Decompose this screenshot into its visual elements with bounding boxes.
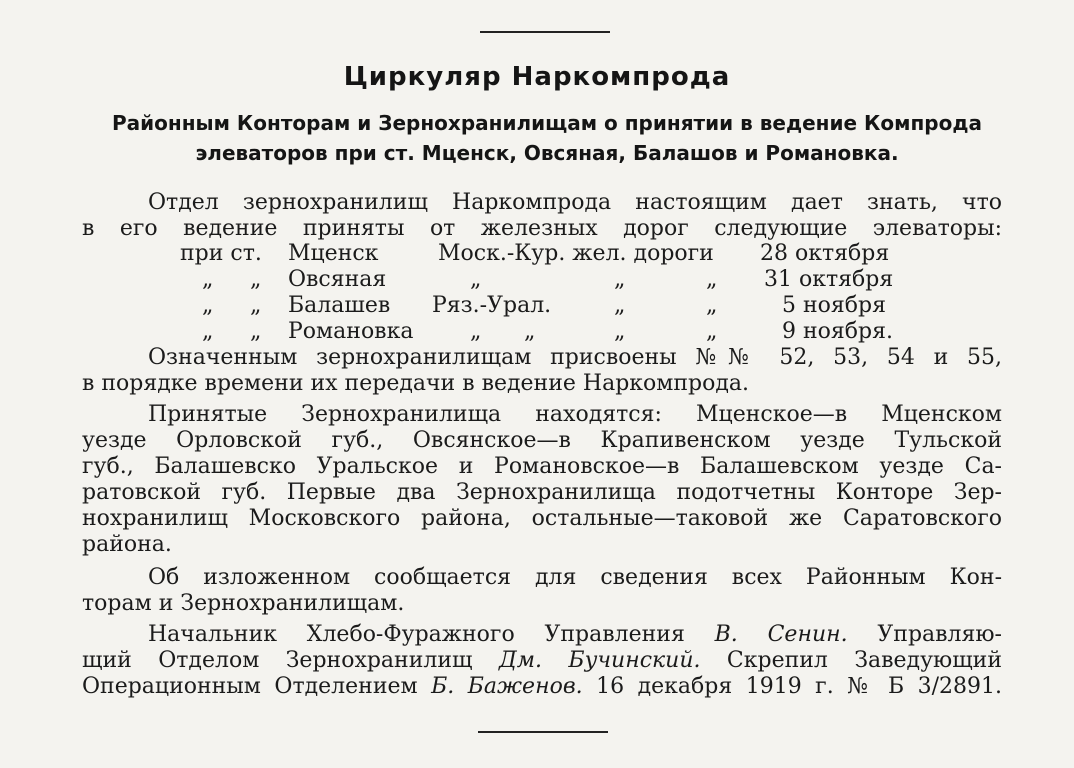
table-row-2-quote: „ (706, 267, 718, 292)
signature-name-buchinsky: Дм. Бучинский. (498, 648, 701, 673)
top-divider (480, 31, 610, 33)
table-row-3-quote: „ (614, 293, 626, 318)
table-row-2-quote: „ (202, 267, 214, 292)
signature-name-senin: В. Сенин. (714, 622, 848, 647)
table-row-1-prefix: при ст. (180, 241, 262, 266)
table-row-3-road: Ряз.-Урал. (432, 293, 552, 318)
table-row-1-station: Мценск (288, 241, 379, 266)
paragraph-3-line-2: уезде Орловской губ., Овсянское—в Крапивенском уезде Тульской (82, 428, 1002, 453)
signature-line-3 (82, 674, 1002, 700)
table-row-4-date: 9 ноября. (782, 319, 893, 344)
table-row-4-quote: „ (614, 319, 626, 344)
bottom-divider (478, 731, 608, 733)
paragraph-3-line-1: Принятые Зернохранилища находятся: Мценское—в Мценском (148, 402, 1002, 427)
table-row-4-quote: „ (250, 319, 262, 344)
table-row-1-date: 28 октября (760, 241, 890, 266)
table-row-2-quote: „ (614, 267, 626, 292)
table-row-4-quote: „ (470, 319, 482, 344)
signature-title-3: щий Отделом Зернохранилищ (82, 648, 473, 673)
table-row-4-quote: „ (524, 319, 536, 344)
table-row-4-quote: „ (706, 319, 718, 344)
paragraph-1-line-2: в его ведение приняты от железных дорог следующие элеваторы: (82, 216, 1002, 241)
paragraph-1-line-1: Отдел зернохранилищ Наркомпрода настоящим дает знать, что (148, 190, 1002, 215)
signature-name-bazhenov: Б. Баженов. (431, 674, 583, 699)
paragraph-3-line-4: ратовской губ. Первые два Зернохранилища подотчетны Конторе Зер- (82, 480, 1002, 505)
paragraph-2-line-2: в порядке времени их передачи в ведение Наркомпрода. (82, 371, 750, 396)
signature-line-1 (82, 622, 1002, 648)
table-row-3-quote: „ (706, 293, 718, 318)
table-row-3-date: 5 ноября (782, 293, 886, 318)
table-row-3-quote: „ (250, 293, 262, 318)
table-row-3-quote: „ (202, 293, 214, 318)
table-row-2-date: 31 октября (764, 267, 894, 292)
paragraph-3-line-5: нохранилищ Московского района, остальные—таковой же Саратовского (82, 506, 1002, 531)
signature-title-5: Операционным Отделением (82, 674, 418, 699)
signature-title-1: Начальник Хлебо-Фуражного Управления (148, 622, 685, 647)
signature-title-4: Скрепил Заведующий (726, 648, 1002, 673)
paragraph-3-line-3: губ., Балашевско Уральское и Романовское—в Балашевском уезде Са- (82, 454, 1002, 479)
table-row-3-station: Балашев (288, 293, 391, 318)
table-row-2-station: Овсяная (288, 267, 387, 292)
paragraph-4-line-1: Об изложенном сообщается для сведения всех Районным Кон- (148, 565, 1002, 590)
paragraph-2-line-1: Означенным зернохранилищам присвоены №№ 52, 53, 54 и 55, (148, 345, 1002, 370)
paragraph-3-line-6: района. (82, 532, 172, 557)
table-row-4-station: Романовка (288, 319, 414, 344)
signature-title-2: Управляю- (877, 622, 1002, 647)
document-date-number: 16 декабря 1919 г. № Б 3/2891. (596, 674, 1003, 699)
table-row-1-road: Моск.-Кур. жел. дороги (438, 241, 714, 266)
document-title: Циркуляр Наркомпрода (343, 62, 731, 92)
signature-line-2 (82, 648, 1002, 674)
table-row-2-quote: „ (470, 267, 482, 292)
table-row-2-quote: „ (250, 267, 262, 292)
table-row-4-quote: „ (202, 319, 214, 344)
document-subtitle: Районным Конторам и Зернохранилищам о принятии в ведение Компрода элеваторов при ст. Мценск, Овсяная, Балашов и Романовка. (111, 111, 983, 165)
paragraph-4-line-2: торам и Зернохранилищам. (82, 591, 405, 616)
